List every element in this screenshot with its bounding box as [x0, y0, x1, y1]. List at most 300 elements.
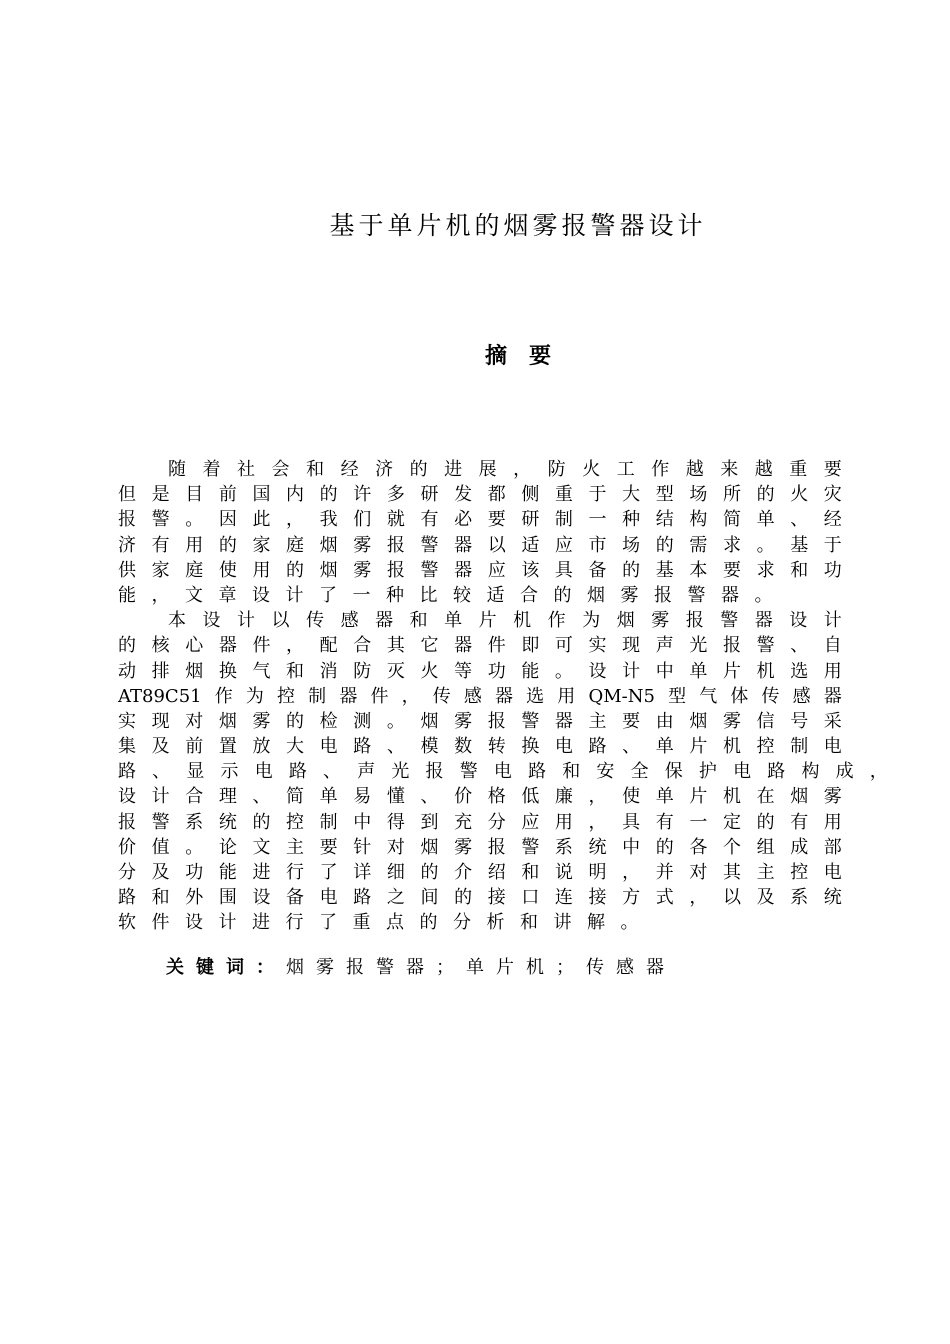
glyph: 的	[454, 887, 473, 909]
glyph: ，	[286, 509, 305, 531]
glyph: 场	[622, 534, 641, 556]
glyph: 件	[370, 685, 389, 707]
glyph: 声	[655, 635, 674, 657]
glyph: 件	[252, 635, 271, 657]
glyph: 报	[118, 509, 136, 531]
glyph: 多	[386, 484, 405, 506]
glyph: 以	[487, 534, 506, 556]
glyph: 合	[185, 786, 204, 808]
glyph: 为	[245, 685, 264, 707]
abstract-paragraph-1	[118, 457, 842, 608]
glyph: 基	[790, 534, 809, 556]
glyph: 系	[790, 887, 809, 909]
keywords-line	[166, 955, 676, 981]
glyph: 路	[353, 736, 372, 758]
glyph: 控	[790, 862, 809, 883]
glyph: 进	[252, 862, 271, 883]
glyph: 的	[655, 534, 674, 556]
glyph: 报	[425, 761, 444, 783]
glyph: 进	[444, 459, 463, 480]
glyph: 种	[622, 509, 641, 531]
glyph: 烟	[587, 584, 605, 606]
glyph: 但	[118, 484, 136, 506]
glyph: 控	[277, 685, 296, 707]
glyph: 间	[420, 887, 439, 909]
glyph: 计	[823, 610, 842, 632]
glyph: 主	[588, 710, 607, 732]
glyph: 有	[655, 811, 674, 833]
glyph: 中	[655, 660, 674, 682]
glyph: 分	[487, 811, 506, 833]
glyph: 需	[689, 534, 708, 556]
paragraph-line	[118, 558, 842, 583]
glyph: 单	[319, 786, 338, 808]
glyph: 的	[286, 710, 305, 732]
glyph: 的	[655, 836, 674, 858]
glyph: 家	[252, 534, 271, 556]
glyph: 雾	[252, 710, 271, 732]
paragraph-line	[118, 533, 842, 558]
glyph: 烟	[616, 610, 635, 632]
glyph: 即	[521, 635, 540, 657]
glyph: 、	[152, 761, 171, 783]
glyph: ，	[588, 811, 607, 833]
glyph: 要	[622, 710, 641, 732]
glyph: 实	[118, 710, 136, 732]
glyph: 理	[218, 786, 237, 808]
glyph: 文	[252, 836, 271, 858]
glyph: 制	[790, 736, 809, 758]
glyph: 其	[386, 635, 405, 657]
glyph: 器	[721, 584, 739, 606]
paragraph-line	[118, 885, 842, 910]
glyph: 雾	[454, 836, 473, 858]
glyph: 济	[118, 534, 136, 556]
glyph: 火	[790, 484, 809, 506]
glyph: ，	[869, 761, 888, 783]
glyph: 用	[557, 685, 576, 707]
glyph: 警	[521, 710, 540, 732]
glyph: 细	[386, 862, 405, 883]
glyph: 雾	[823, 786, 842, 808]
glyph: 护	[698, 761, 717, 783]
glyph: 场	[689, 484, 708, 506]
glyph: 件	[487, 635, 506, 657]
glyph: 组	[756, 836, 775, 858]
glyph: 烟	[420, 710, 439, 732]
glyph: 气	[252, 660, 271, 682]
glyph: 此	[252, 509, 271, 531]
glyph: AT89C51	[118, 685, 202, 707]
glyph: 都	[487, 484, 506, 506]
glyph: 和	[520, 912, 538, 934]
glyph: 研	[521, 509, 540, 531]
glyph: 构	[689, 509, 708, 531]
glyph: 的	[252, 811, 271, 833]
glyph: 单	[444, 610, 463, 632]
glyph: 器	[375, 610, 394, 632]
glyph: 讲	[553, 912, 572, 934]
glyph: 中	[353, 811, 372, 833]
glyph: 和	[521, 862, 540, 883]
glyph: 求	[722, 534, 741, 556]
glyph: 之	[386, 887, 405, 909]
glyph: 雾	[454, 710, 473, 732]
glyph: 感	[792, 685, 811, 707]
glyph: 号	[790, 710, 809, 732]
glyph: 该	[521, 559, 540, 581]
glyph: 及	[151, 862, 170, 883]
glyph: 报	[722, 635, 741, 657]
glyph: 保	[664, 761, 683, 783]
glyph: 式	[655, 887, 674, 909]
glyph: 要	[487, 509, 506, 531]
glyph: 较	[453, 584, 471, 606]
glyph: 。	[756, 534, 775, 556]
glyph: 析	[486, 912, 505, 934]
glyph: 电	[319, 887, 338, 909]
glyph: 的	[756, 484, 775, 506]
glyph: 就	[386, 509, 405, 531]
glyph: 报	[654, 584, 672, 606]
glyph: 烟	[790, 786, 809, 808]
glyph: 一	[689, 811, 708, 833]
glyph: 心	[185, 635, 204, 657]
glyph: 主	[756, 862, 775, 883]
glyph: 排	[151, 660, 170, 682]
paragraph-line	[118, 734, 842, 759]
glyph: 传	[761, 685, 780, 707]
glyph: 件	[151, 912, 170, 934]
glyph: 它	[420, 635, 439, 657]
glyph: 了	[319, 862, 338, 883]
glyph: 济	[375, 459, 394, 480]
glyph: 电	[493, 761, 512, 783]
glyph: 显	[186, 761, 205, 783]
glyph: 传	[432, 685, 451, 707]
glyph: 经	[340, 459, 359, 480]
glyph: 一	[352, 584, 371, 606]
glyph: 报	[118, 811, 136, 833]
glyph: 成	[790, 836, 809, 858]
glyph: 和	[409, 610, 428, 632]
glyph: 廉	[554, 786, 573, 808]
glyph: 和	[790, 559, 809, 581]
glyph: 报	[386, 534, 405, 556]
glyph: 烟	[185, 660, 204, 682]
glyph: 机	[513, 610, 532, 632]
glyph: 用	[823, 811, 842, 833]
glyph: 设	[252, 887, 271, 909]
glyph: 和	[306, 459, 325, 480]
glyph: 作	[214, 685, 233, 707]
glyph: QM-N5	[588, 685, 655, 707]
glyph: 用	[554, 811, 573, 833]
paragraph-line	[118, 759, 888, 784]
glyph: 的	[218, 534, 237, 556]
glyph: 的	[409, 459, 428, 480]
glyph: 路	[528, 761, 547, 783]
glyph: 国	[252, 484, 271, 506]
glyph: 大	[622, 484, 641, 506]
glyph: 求	[756, 559, 775, 581]
glyph: 基	[655, 559, 674, 581]
glyph: 器	[454, 635, 473, 657]
glyph: 路	[288, 761, 307, 783]
glyph: 及	[151, 736, 170, 758]
glyph: 烟	[319, 534, 338, 556]
glyph: 换	[521, 736, 540, 758]
glyph: 越	[685, 459, 704, 480]
glyph: 针	[353, 836, 372, 858]
glyph: 简	[286, 786, 305, 808]
glyph: 社	[237, 459, 256, 480]
glyph: 雾	[353, 559, 372, 581]
glyph: 庭	[286, 534, 305, 556]
glyph: 器	[823, 685, 842, 707]
glyph: 可	[554, 635, 573, 657]
glyph: 雾	[620, 584, 639, 606]
glyph: 我	[319, 509, 338, 531]
glyph: 简	[722, 509, 741, 531]
glyph: 设	[185, 912, 203, 934]
glyph: 计	[218, 912, 237, 934]
glyph: 、	[386, 736, 405, 758]
glyph: 配	[319, 635, 338, 657]
glyph: 。	[386, 710, 405, 732]
glyph: 必	[454, 509, 473, 531]
glyph: 作	[547, 610, 566, 632]
glyph: 对	[185, 710, 204, 732]
glyph: 重	[352, 912, 371, 934]
glyph: 警	[521, 836, 540, 858]
glyph: 防	[353, 660, 372, 682]
glyph: 介	[454, 862, 473, 883]
glyph: 警	[720, 610, 739, 632]
glyph: 使	[622, 786, 641, 808]
glyph: 器	[454, 534, 473, 556]
glyph: 机	[756, 660, 775, 682]
glyph: 及	[756, 887, 775, 909]
glyph: 口	[521, 887, 540, 909]
glyph: 设	[252, 584, 270, 606]
glyph: 应	[554, 534, 573, 556]
glyph: 报	[487, 710, 506, 732]
glyph: 方	[622, 887, 641, 909]
glyph: 是	[151, 484, 170, 506]
glyph: 置	[218, 736, 237, 758]
glyph: 器	[554, 710, 573, 732]
glyph: 计	[151, 786, 170, 808]
paragraph-line	[118, 482, 842, 507]
glyph: 家	[151, 559, 170, 581]
glyph: 所	[722, 484, 741, 506]
glyph: 、	[420, 786, 439, 808]
glyph: 、	[323, 761, 342, 783]
glyph: 器	[495, 685, 514, 707]
glyph: 主	[286, 836, 305, 858]
glyph: 应	[487, 559, 506, 581]
glyph: 示	[220, 761, 239, 783]
glyph: 烟	[420, 836, 439, 858]
glyph: 单	[689, 660, 708, 682]
glyph: 报	[487, 836, 506, 858]
glyph: 具	[622, 811, 641, 833]
glyph: 雾	[722, 710, 741, 732]
glyph: 对	[386, 836, 405, 858]
glyph: ，	[622, 862, 641, 883]
glyph: 。	[754, 584, 773, 606]
glyph: 能	[118, 584, 136, 606]
paragraph-line	[118, 810, 842, 835]
glyph: 作	[651, 459, 670, 480]
paragraph-line	[118, 684, 842, 709]
glyph: 着	[202, 459, 221, 480]
glyph: 供	[118, 559, 136, 581]
glyph: 市	[588, 534, 607, 556]
glyph: 现	[151, 710, 170, 732]
glyph: 经	[823, 509, 842, 531]
glyph: 系	[554, 836, 573, 858]
glyph: 目	[185, 484, 204, 506]
glyph: 采	[823, 710, 842, 732]
glyph: 展	[478, 459, 497, 480]
glyph: 应	[521, 811, 540, 833]
glyph: 合	[353, 635, 372, 657]
glyph: 传	[306, 610, 325, 632]
glyph: 和	[151, 887, 170, 909]
glyph: 解	[587, 912, 605, 934]
glyph: 定	[722, 811, 741, 833]
glyph: 章	[218, 584, 237, 606]
glyph: 测	[353, 710, 372, 732]
glyph: 有	[420, 509, 439, 531]
glyph: 要	[319, 836, 338, 858]
glyph: 内	[286, 484, 305, 506]
glyph: 自	[823, 635, 842, 657]
glyph: 备	[588, 559, 607, 581]
glyph: 计	[285, 584, 304, 606]
glyph: 感	[463, 685, 482, 707]
glyph: 计	[237, 610, 256, 632]
glyph: 点	[386, 912, 404, 934]
glyph: 单	[655, 736, 674, 758]
glyph: 许	[353, 484, 372, 506]
paragraph-line	[118, 507, 842, 532]
glyph: 对	[689, 862, 708, 883]
glyph: 烟	[689, 710, 708, 732]
glyph: 路	[353, 887, 372, 909]
glyph: 有	[151, 534, 170, 556]
glyph: 警	[420, 559, 439, 581]
glyph: 电	[254, 761, 273, 783]
glyph: 全	[630, 761, 649, 783]
glyph: 有	[790, 811, 809, 833]
glyph: 统	[218, 811, 237, 833]
paragraph-line	[118, 910, 842, 935]
glyph: 报	[685, 610, 704, 632]
glyph: 随	[168, 459, 186, 480]
glyph: 路	[767, 761, 786, 783]
glyph: 型	[668, 685, 687, 707]
glyph: 要	[823, 459, 842, 480]
paragraph-line	[118, 835, 842, 860]
glyph: 结	[655, 509, 674, 531]
glyph: 光	[391, 761, 410, 783]
glyph: 烟	[319, 559, 338, 581]
glyph: 值	[151, 836, 170, 858]
glyph: 种	[386, 584, 404, 606]
glyph: 设	[202, 610, 221, 632]
glyph: 选	[526, 685, 545, 707]
glyph: 、	[790, 635, 809, 657]
glyph: 比	[419, 584, 438, 606]
glyph: 个	[722, 836, 741, 858]
glyph: 能	[521, 660, 540, 682]
glyph: 制	[308, 685, 327, 707]
glyph: 器	[218, 635, 237, 657]
glyph: 选	[790, 660, 809, 682]
glyph: 。	[554, 660, 573, 682]
glyph: 现	[622, 635, 641, 657]
glyph: 易	[353, 786, 372, 808]
paragraph-line	[118, 709, 842, 734]
glyph: 由	[655, 710, 674, 732]
paper-title: 基于单片机的烟雾报警器设计	[329, 211, 707, 240]
glyph: 核	[151, 635, 170, 657]
glyph: 用	[185, 534, 204, 556]
glyph: 越	[754, 459, 773, 480]
glyph: 外	[185, 887, 204, 909]
glyph: ，	[401, 685, 420, 707]
glyph: 用	[252, 559, 271, 581]
glyph: 得	[386, 811, 405, 833]
glyph: 警	[459, 761, 478, 783]
glyph: 适	[486, 584, 505, 606]
glyph: 。	[185, 509, 204, 531]
glyph: 本	[168, 610, 186, 632]
glyph: 到	[420, 811, 439, 833]
glyph: 计	[622, 660, 641, 682]
glyph: 功	[487, 660, 506, 682]
abstract-paragraph-2	[118, 608, 888, 935]
glyph: 的	[420, 862, 439, 883]
glyph: ，	[588, 786, 607, 808]
glyph: 用	[823, 660, 842, 682]
glyph: 烟	[218, 710, 237, 732]
glyph: 路	[588, 736, 607, 758]
glyph: 研	[420, 484, 439, 506]
abstract-heading-char-1: 摘	[484, 344, 507, 369]
glyph: 警	[151, 811, 170, 833]
glyph: 片	[689, 736, 708, 758]
glyph: 说	[554, 862, 573, 883]
glyph: 防	[547, 459, 566, 480]
glyph: 警	[687, 584, 706, 606]
glyph: 制	[319, 811, 338, 833]
paragraph-line	[118, 608, 842, 633]
glyph: 侧	[521, 484, 540, 506]
glyph: 本	[689, 559, 708, 581]
glyph: 其	[722, 862, 741, 883]
glyph: 工	[616, 459, 635, 480]
glyph: 集	[118, 736, 136, 758]
glyph: 合	[520, 584, 538, 606]
abstract-heading-char-2: 要	[529, 344, 552, 369]
glyph: 重	[789, 459, 808, 480]
glyph: 绍	[487, 862, 506, 883]
glyph: 光	[689, 635, 708, 657]
